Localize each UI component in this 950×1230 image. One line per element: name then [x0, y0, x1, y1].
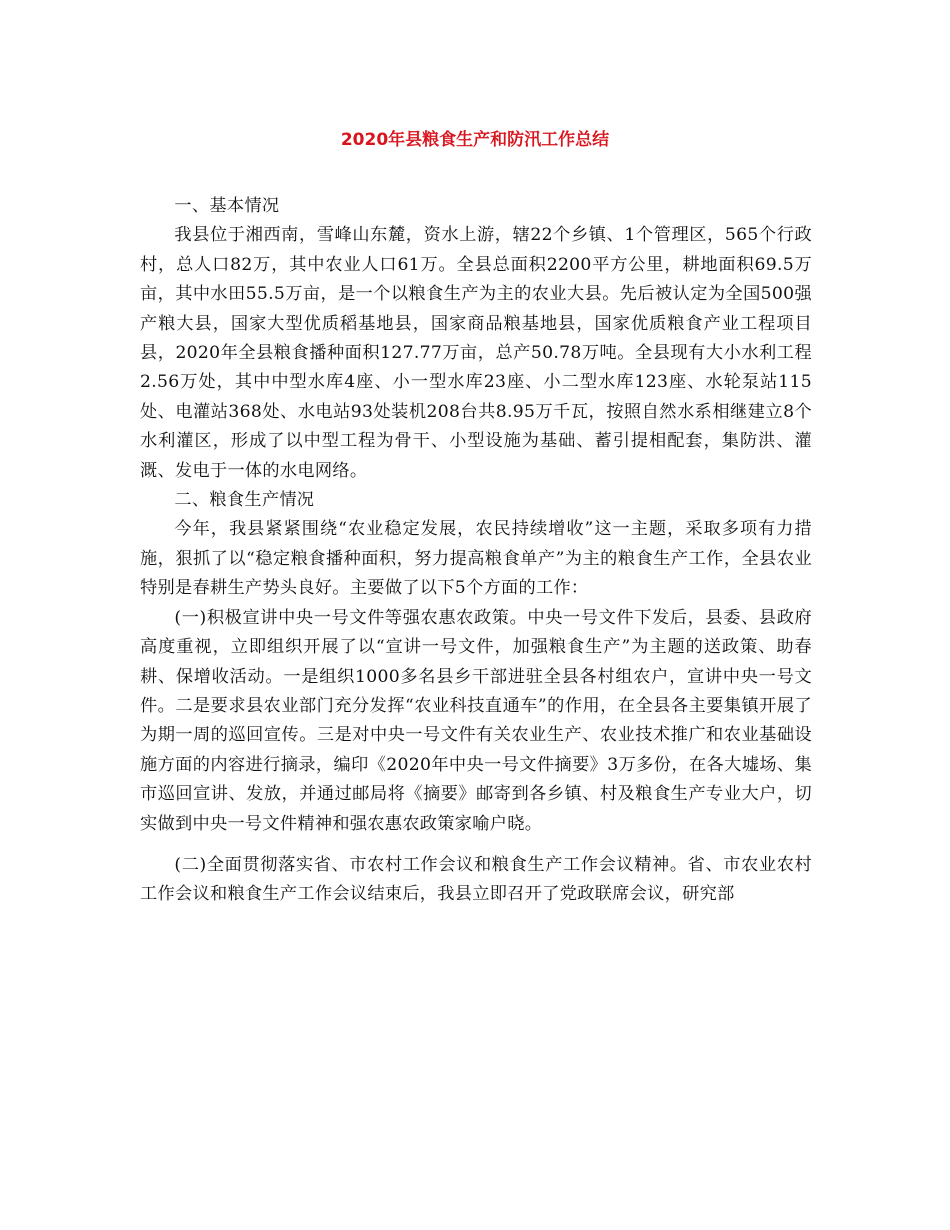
paragraph-grain-item-2: (二)全面贯彻落实省、市农村工作会议和粮食生产工作会议精神。省、市农业农村工作会议和粮食生产工作会议结束后，我县立即召开了党政联席会议，研究部: [140, 854, 812, 905]
document-title: 2020年县粮食生产和防汛工作总结: [340, 130, 610, 150]
section-heading-basic: 一、基本情况: [174, 196, 280, 216]
paragraph-basic-situation: 我县位于湘西南，雪峰山东麓，资水上游，辖22个乡镇、1个管理区，565个行政村，总人口82万，其中农业人口61万。全县总面积2200平方公里，耕地面积69.5万亩，其中水田55.5万亩，是一个以粮食生产为主的农业大县。先后被认定为全国500强产粮大县，国家大型优质稻基地县，国家商品粮基地县，国家优质粮食产业工程项目县，2020年全县粮食播种面积127.77万亩，总产50.78万吨。全县现有大小水利工程2.56万处，其中中型水库4座、小一型水库23座、小二型水库123座、水轮泵站115处、电灌站368处、水电站93处装机208台共8.95万千瓦，按照自然水系相继建立8个水利灌区，形成了以中型工程为骨干、小型设施为基础、蓄引提相配套，集防洪、灌溉、发电于一体的水电网络。: [140, 225, 812, 481]
paragraph-grain-item-1: (一)积极宣讲中央一号文件等强农惠农政策。中央一号文件下发后，县委、县政府高度重视，立即组织开展了以“宣讲一号文件，加强粮食生产”为主题的送政策、助春耕、保增收活动。一是组织1000多名县乡干部进驻全县各村组农户，宣讲中央一号文件。二是要求县农业部门充分发挥“农业科技直通车”的作用，在全县各主要集镇开展了为期一周的巡回宣传。三是对中央一号文件有关农业生产、农业技术推广和农业基础设施方面的内容进行摘录，编印《2020年中央一号文件摘要》3万多份，在各大墟场、集市巡回宣讲、发放，并通过邮局将《摘要》邮寄到各乡镇、村及粮食生产专业大户，切实做到中央一号文件精神和强农惠农政策家喻户晓。: [140, 607, 812, 834]
document-body: [140, 192, 812, 910]
paragraph-grain-intro: 今年，我县紧紧围绕“农业稳定发展，农民持续增收”这一主题，采取多项有力措施，狠抓了以“稳定粮食播种面积，努力提高粮食单产”为主的粮食生产工作，全县农业特别是春耕生产势头良好。主要做了以下5个方面的工作：: [140, 519, 812, 599]
paragraph-spacer: [140, 839, 812, 851]
section-heading-grain: 二、粮食生产情况: [174, 490, 315, 511]
